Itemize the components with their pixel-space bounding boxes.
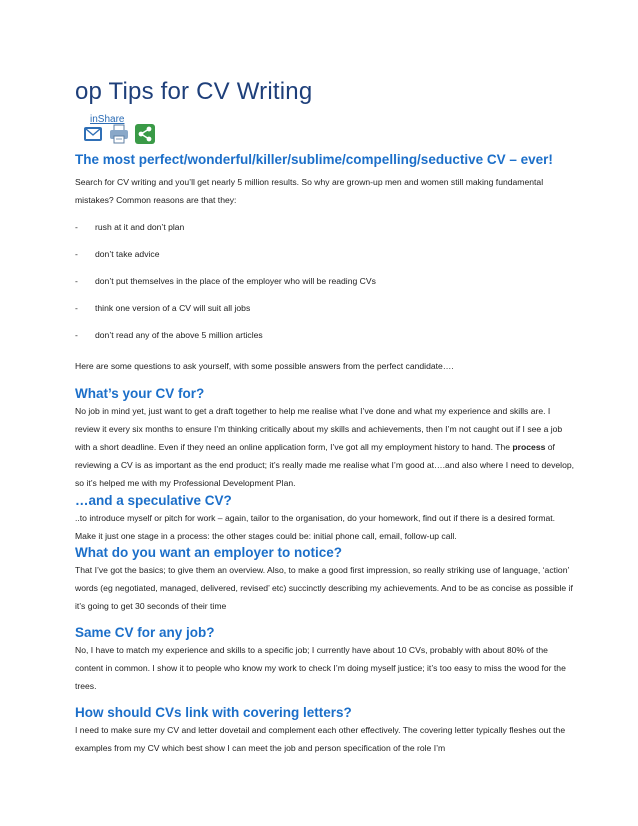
questions-intro: Here are some questions to ask yourself, with some possible answers from the perfect candidate…. — [75, 361, 454, 371]
section-heading-perfect-cv: The most perfect/wonderful/killer/sublime/compelling/seductive CV – ever! — [75, 152, 553, 167]
list-item: - rush at it and don’t plan — [75, 222, 185, 232]
section-paragraph: ..to introduce myself or pitch for work – again, tailor to the organisation, do your homework, find out if there is a desired format. Make it just one stage in a process: the other stages could be: initial phone call, email, follow-up call. — [75, 513, 556, 541]
article-body — [75, 152, 575, 757]
inshare-link[interactable]: inShare — [90, 114, 125, 125]
list-item: - don’t take advice — [75, 249, 160, 259]
email-icon[interactable] — [83, 124, 103, 144]
share-toolbar — [83, 124, 155, 144]
bold-term: process — [512, 442, 546, 452]
section-heading-speculative-cv: …and a speculative CV? — [75, 493, 232, 508]
section-paragraph: I need to make sure my CV and letter dovetail and complement each other effectively. The covering letter typically fleshes out the examples from my CV which best show I can meet the job and person specification of the role I’m — [75, 725, 566, 753]
section-heading-same-cv: Same CV for any job? — [75, 625, 215, 640]
list-item: - don’t put themselves in the place of the employer who will be reading CVs — [75, 276, 376, 286]
page-title: op Tips for CV Writing — [75, 78, 313, 105]
reasons-list — [75, 218, 575, 353]
intro-paragraph: Search for CV writing and you’ll get nearly 5 million results. So why are grown-up men and women still making fundamental mistakes? Common reasons are that they: — [75, 177, 544, 205]
section-heading-covering-letters: How should CVs link with covering letters? — [75, 705, 352, 720]
section-paragraph: That I’ve got the basics; to give them an overview. Also, to make a good first impression, so really striking use of language, ‘action’ words (eg negotiated, managed, delivered, revised’ etc) succinctly describing my achievements. And to be as concise as possible if it’s going to get 30 seconds of their time — [75, 565, 573, 611]
list-item: - think one version of a CV will suit all jobs — [75, 303, 251, 313]
section-paragraph: No job in mind yet, just want to get a draft together to help me realise what I’ve done and what my experience and skills are. I review it every six months to ensure I’m thinking critically about my skills and achievements, then I’m not caught out if I see a job with a short deadline. Even if they need an online application form, I’ve got all my employment history to hand. The process of reviewing a CV is as important as the end product; it’s really made me realise what I’m good at….and also where I need to develop, so it’s helped me with my Professional Development Plan. — [75, 406, 575, 488]
list-item: - don’t read any of the above 5 million articles — [75, 330, 263, 340]
section-heading-cv-purpose: What’s your CV for? — [75, 386, 205, 401]
section-paragraph: No, I have to match my experience and skills to a specific job; I currently have about 10 CVs, probably with about 80% of the content in common. I show it to people who know my work to check I’m doing myself justice; it’s too easy to miss the wood for the trees. — [75, 645, 566, 691]
print-icon[interactable] — [109, 124, 129, 144]
section-heading-employer-notice: What do you want an employer to notice? — [75, 545, 343, 560]
share-icon[interactable] — [135, 124, 155, 144]
